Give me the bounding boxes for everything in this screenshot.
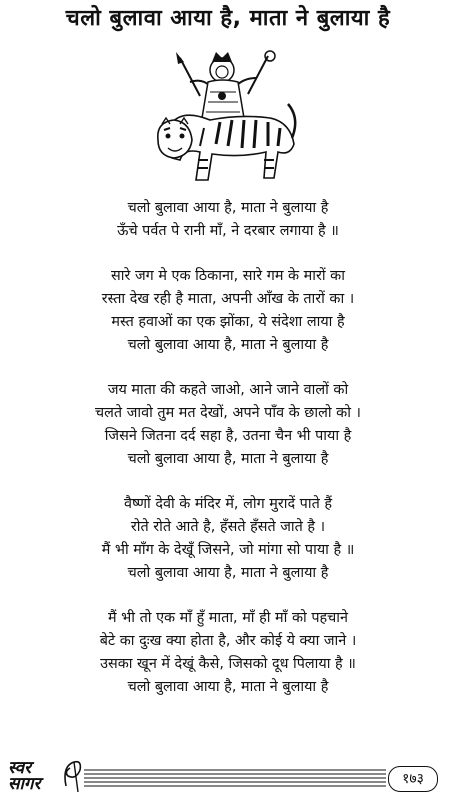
page-footer (0, 748, 456, 800)
page-title: चलो बुलावा आया है, माता ने बुलाया है (65, 6, 391, 31)
stanza-5 (0, 607, 456, 699)
goddess-on-tiger-illustration (150, 48, 300, 194)
lyric-line: ऊँचे पर्वत पे रानी माँ, ने दरबार लगाया है ॥ (117, 223, 339, 239)
lyric-line: चलते जावो तुम मत देखों, अपने पाँव के छालो को । (95, 405, 361, 421)
lyric-line: चलो बुलावा आया है, माता ने बुलाया है (127, 337, 329, 353)
lyric-line: उसका खून में देखूं कैसे, जिसको दूध पिलाया है ॥ (100, 656, 356, 672)
brand-line-1: स्वर (8, 758, 32, 778)
lyric-line: जिसने जितना दर्द सहा है, उतना चैन भी पाया है (104, 428, 352, 444)
lyric-line: रोते रोते आते है, हँसते हँसते जाते है । (130, 519, 326, 535)
lyric-line: मस्त हवाओं का एक झोंका, ये संदेशा लाया है (111, 314, 345, 330)
stanza-2 (0, 265, 456, 357)
brand-line-2: सागर (8, 774, 41, 794)
stanza-3 (0, 379, 456, 471)
lyric-line: मैं भी तो एक माँ हुँ माता, माँ ही माँ को पहचाने (107, 610, 348, 626)
stanza-4 (0, 493, 456, 585)
lyric-line: बेटे का दुःख क्या होता है, और कोई ये क्या जाने । (99, 633, 357, 649)
stanza-1 (0, 197, 456, 243)
lyrics (0, 197, 456, 721)
lyric-line: वैष्णों देवी के मंदिर में, लोग मुरादें पाते हैं (123, 496, 332, 512)
lyric-line: मैं भी माँग के देखूँ जिसने, जो मांगा सो पाया है ॥ (101, 542, 355, 558)
music-staff-ornament-icon (60, 756, 390, 796)
brand-logo (8, 760, 40, 792)
lyric-line: चलो बुलावा आया है, माता ने बुलाया है (127, 451, 329, 467)
page-number: १७३ (388, 766, 438, 792)
lyric-line: चलो बुलावा आया है, माता ने बुलाया है (127, 565, 329, 581)
lyric-line: सारे जग मे एक ठिकाना, सारे गम के मारों का (111, 268, 345, 284)
lyric-line: जय माता की कहते जाओ, आने जाने वालों को (107, 382, 349, 398)
lyric-line: चलो बुलावा आया है, माता ने बुलाया है (127, 200, 329, 216)
lyric-line: रस्ता देख रही है माता, अपनी आँख के तारों का । (101, 291, 355, 307)
lyric-line: चलो बुलावा आया है, माता ने बुलाया है (127, 679, 329, 695)
